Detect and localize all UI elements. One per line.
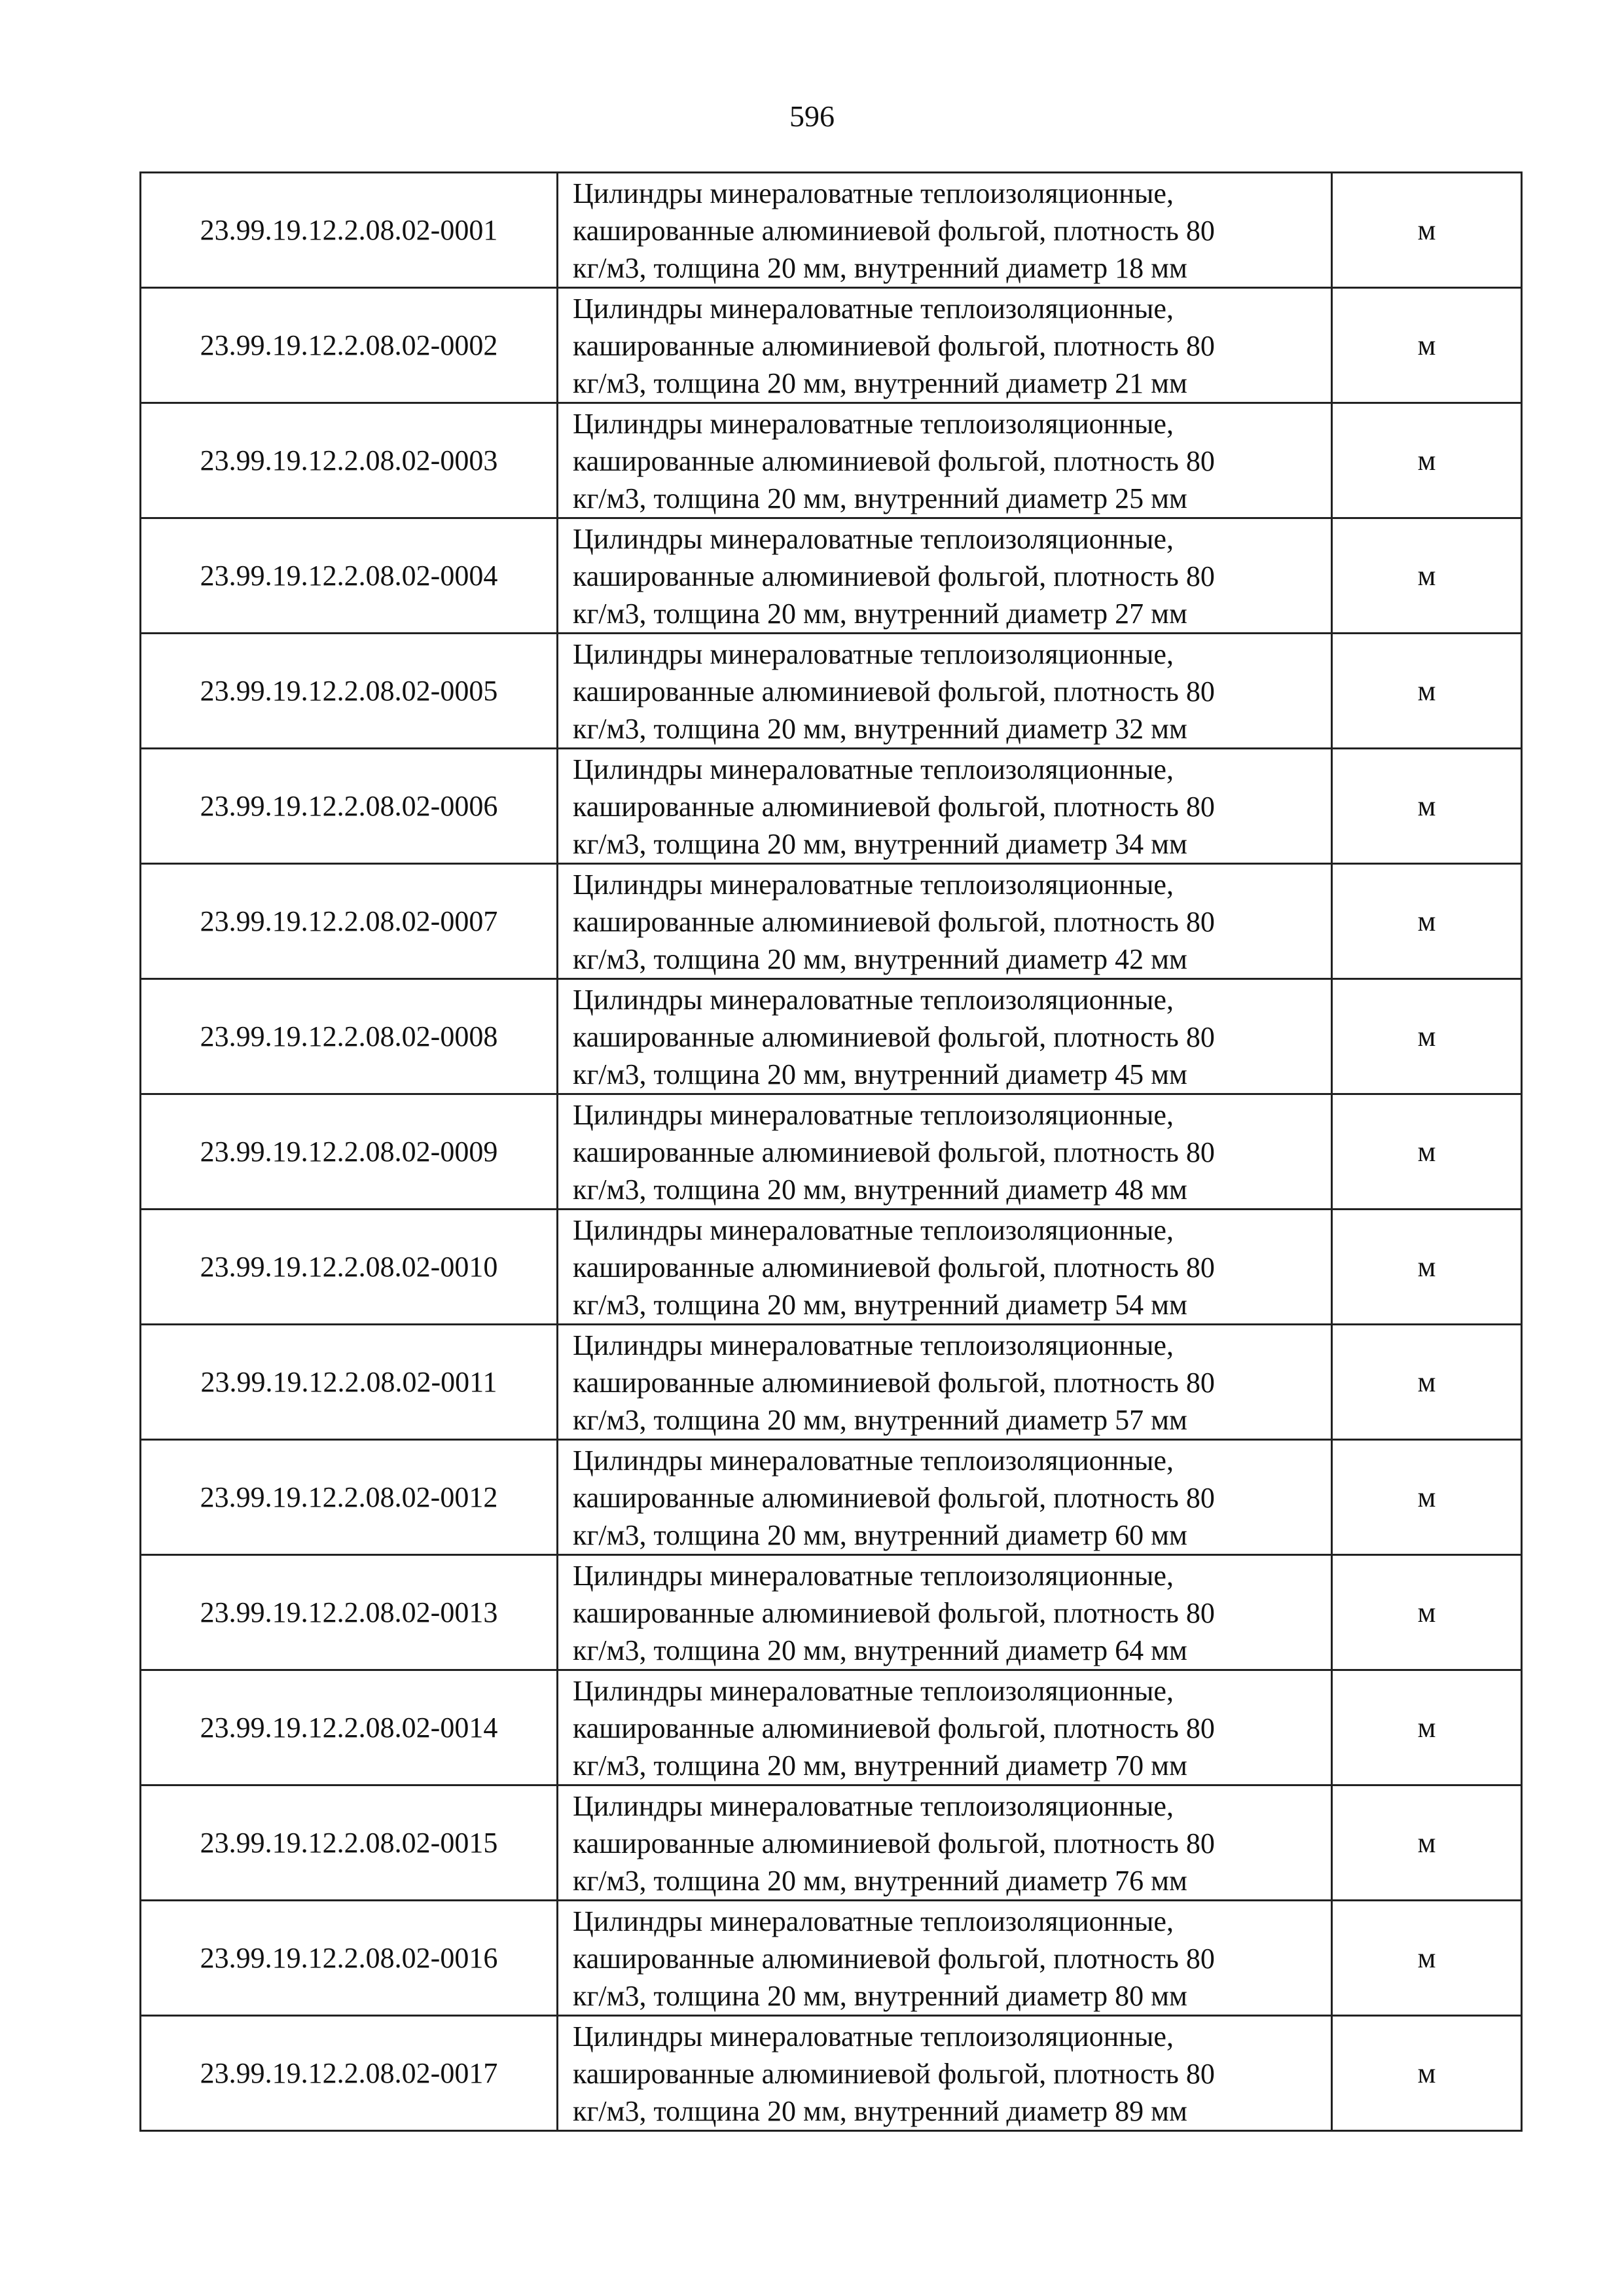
table-row bbox=[141, 173, 1522, 288]
description-line: Цилиндры минераловатные теплоизоляционные, bbox=[573, 753, 1174, 785]
item-description-cell bbox=[558, 1210, 1332, 1325]
description-line: кашированные алюминиевой фольгой, плотность 80 bbox=[573, 1827, 1215, 1859]
description-line: Цилиндры минераловатные теплоизоляционные, bbox=[573, 408, 1174, 440]
item-code-cell: 23.99.19.12.2.08.02-0017 bbox=[141, 2016, 558, 2131]
item-unit-cell: м bbox=[1332, 1555, 1522, 1670]
item-description-cell bbox=[558, 1555, 1332, 1670]
item-description-cell bbox=[558, 288, 1332, 403]
description-line: кашированные алюминиевой фольгой, плотность 80 bbox=[573, 791, 1215, 823]
table-row bbox=[141, 1325, 1522, 1440]
item-unit-cell: м bbox=[1332, 1901, 1522, 2016]
description-line: кг/м3, толщина 20 мм, внутренний диаметр 18 мм bbox=[573, 252, 1187, 284]
description-line: кг/м3, толщина 20 мм, внутренний диаметр 76 мм bbox=[573, 1865, 1187, 1897]
description-line: кг/м3, толщина 20 мм, внутренний диаметр 64 мм bbox=[573, 1634, 1187, 1666]
item-code-cell: 23.99.19.12.2.08.02-0012 bbox=[141, 1440, 558, 1555]
item-unit-cell: м bbox=[1332, 634, 1522, 749]
item-description-cell bbox=[558, 518, 1332, 634]
table-row bbox=[141, 634, 1522, 749]
item-unit-cell: м bbox=[1332, 173, 1522, 288]
description-line: кг/м3, толщина 20 мм, внутренний диаметр 21 мм bbox=[573, 367, 1187, 399]
item-unit-cell: м bbox=[1332, 1094, 1522, 1210]
item-unit-cell: м bbox=[1332, 1325, 1522, 1440]
description-line: Цилиндры минераловатные теплоизоляционные, bbox=[573, 1329, 1174, 1361]
item-code-cell: 23.99.19.12.2.08.02-0003 bbox=[141, 403, 558, 518]
table-row bbox=[141, 1210, 1522, 1325]
description-line: кашированные алюминиевой фольгой, плотность 80 bbox=[573, 906, 1215, 938]
item-unit-cell: м bbox=[1332, 288, 1522, 403]
table-row bbox=[141, 2016, 1522, 2131]
description-line: кг/м3, толщина 20 мм, внутренний диаметр 57 мм bbox=[573, 1404, 1187, 1436]
description-line: Цилиндры минераловатные теплоизоляционные, bbox=[573, 638, 1174, 670]
table-row bbox=[141, 288, 1522, 403]
description-line: кашированные алюминиевой фольгой, плотность 80 bbox=[573, 1136, 1215, 1168]
item-description-cell bbox=[558, 749, 1332, 864]
item-unit-cell: м bbox=[1332, 2016, 1522, 2131]
table-row bbox=[141, 1785, 1522, 1901]
description-line: кашированные алюминиевой фольгой, плотность 80 bbox=[573, 1943, 1215, 1975]
table-row bbox=[141, 403, 1522, 518]
item-code-cell: 23.99.19.12.2.08.02-0005 bbox=[141, 634, 558, 749]
description-line: кг/м3, толщина 20 мм, внутренний диаметр 80 мм bbox=[573, 1980, 1187, 2012]
description-line: кг/м3, толщина 20 мм, внутренний диаметр 34 мм bbox=[573, 828, 1187, 860]
item-code-cell: 23.99.19.12.2.08.02-0008 bbox=[141, 979, 558, 1094]
catalog-table bbox=[139, 171, 1523, 2132]
table-row bbox=[141, 864, 1522, 979]
item-description-cell bbox=[558, 1094, 1332, 1210]
item-code-cell: 23.99.19.12.2.08.02-0015 bbox=[141, 1785, 558, 1901]
description-line: Цилиндры минераловатные теплоизоляционные, bbox=[573, 1905, 1174, 1937]
description-line: Цилиндры минераловатные теплоизоляционные, bbox=[573, 293, 1174, 325]
item-description-cell bbox=[558, 634, 1332, 749]
description-line: Цилиндры минераловатные теплоизоляционные, bbox=[573, 1099, 1174, 1131]
table-row bbox=[141, 1555, 1522, 1670]
description-line: Цилиндры минераловатные теплоизоляционные, bbox=[573, 2020, 1174, 2053]
description-line: кашированные алюминиевой фольгой, плотность 80 bbox=[573, 1367, 1215, 1399]
description-line: кг/м3, толщина 20 мм, внутренний диаметр 70 мм bbox=[573, 1749, 1187, 1782]
description-line: Цилиндры минераловатные теплоизоляционные, bbox=[573, 1675, 1174, 1707]
description-line: Цилиндры минераловатные теплоизоляционные, bbox=[573, 1214, 1174, 1246]
table-row bbox=[141, 1440, 1522, 1555]
description-line: кг/м3, толщина 20 мм, внутренний диаметр 25 мм bbox=[573, 482, 1187, 514]
item-code-cell: 23.99.19.12.2.08.02-0007 bbox=[141, 864, 558, 979]
table-row bbox=[141, 749, 1522, 864]
item-code-cell: 23.99.19.12.2.08.02-0001 bbox=[141, 173, 558, 288]
table-row bbox=[141, 518, 1522, 634]
item-description-cell bbox=[558, 2016, 1332, 2131]
description-line: кашированные алюминиевой фольгой, плотность 80 bbox=[573, 1021, 1215, 1053]
table-row bbox=[141, 1670, 1522, 1785]
item-code-cell: 23.99.19.12.2.08.02-0006 bbox=[141, 749, 558, 864]
table-row bbox=[141, 1901, 1522, 2016]
item-code-cell: 23.99.19.12.2.08.02-0014 bbox=[141, 1670, 558, 1785]
description-line: кг/м3, толщина 20 мм, внутренний диаметр 60 мм bbox=[573, 1519, 1187, 1551]
description-line: Цилиндры минераловатные теплоизоляционные, bbox=[573, 177, 1174, 209]
item-description-cell bbox=[558, 979, 1332, 1094]
description-line: Цилиндры минераловатные теплоизоляционные, bbox=[573, 1444, 1174, 1477]
item-code-cell: 23.99.19.12.2.08.02-0016 bbox=[141, 1901, 558, 2016]
description-line: кашированные алюминиевой фольгой, плотность 80 bbox=[573, 2058, 1215, 2090]
page-number: 596 bbox=[789, 99, 835, 133]
description-line: кг/м3, толщина 20 мм, внутренний диаметр 54 мм bbox=[573, 1289, 1187, 1321]
item-description-cell bbox=[558, 1440, 1332, 1555]
description-line: кашированные алюминиевой фольгой, плотность 80 bbox=[573, 675, 1215, 708]
description-line: кашированные алюминиевой фольгой, плотность 80 bbox=[573, 560, 1215, 592]
description-line: кашированные алюминиевой фольгой, плотность 80 bbox=[573, 330, 1215, 362]
item-unit-cell: м bbox=[1332, 1210, 1522, 1325]
item-code-cell: 23.99.19.12.2.08.02-0004 bbox=[141, 518, 558, 634]
item-code-cell: 23.99.19.12.2.08.02-0002 bbox=[141, 288, 558, 403]
description-line: кг/м3, толщина 20 мм, внутренний диаметр 45 мм bbox=[573, 1058, 1187, 1090]
item-code-cell: 23.99.19.12.2.08.02-0009 bbox=[141, 1094, 558, 1210]
item-unit-cell: м bbox=[1332, 1785, 1522, 1901]
item-description-cell bbox=[558, 1325, 1332, 1440]
item-description-cell bbox=[558, 1901, 1332, 2016]
description-line: Цилиндры минераловатные теплоизоляционные, bbox=[573, 1560, 1174, 1592]
description-line: кашированные алюминиевой фольгой, плотность 80 bbox=[573, 1251, 1215, 1283]
description-line: кг/м3, толщина 20 мм, внутренний диаметр 32 мм bbox=[573, 713, 1187, 745]
item-unit-cell: м bbox=[1332, 518, 1522, 634]
description-line: кашированные алюминиевой фольгой, плотность 80 bbox=[573, 1712, 1215, 1744]
description-line: кашированные алюминиевой фольгой, плотность 80 bbox=[573, 1597, 1215, 1629]
description-line: Цилиндры минераловатные теплоизоляционные, bbox=[573, 984, 1174, 1016]
item-unit-cell: м bbox=[1332, 979, 1522, 1094]
description-line: Цилиндры минераловатные теплоизоляционные, bbox=[573, 869, 1174, 901]
description-line: кашированные алюминиевой фольгой, плотность 80 bbox=[573, 215, 1215, 247]
item-description-cell bbox=[558, 403, 1332, 518]
item-code-cell: 23.99.19.12.2.08.02-0011 bbox=[141, 1325, 558, 1440]
item-description-cell bbox=[558, 1785, 1332, 1901]
description-line: кг/м3, толщина 20 мм, внутренний диаметр 42 мм bbox=[573, 943, 1187, 975]
item-unit-cell: м bbox=[1332, 1440, 1522, 1555]
description-line: кг/м3, толщина 20 мм, внутренний диаметр 89 мм bbox=[573, 2095, 1187, 2127]
table-row bbox=[141, 1094, 1522, 1210]
description-line: кг/м3, толщина 20 мм, внутренний диаметр 27 мм bbox=[573, 598, 1187, 630]
item-unit-cell: м bbox=[1332, 749, 1522, 864]
item-code-cell: 23.99.19.12.2.08.02-0013 bbox=[141, 1555, 558, 1670]
item-unit-cell: м bbox=[1332, 403, 1522, 518]
item-unit-cell: м bbox=[1332, 864, 1522, 979]
catalog-table-body bbox=[141, 173, 1522, 2131]
item-description-cell bbox=[558, 173, 1332, 288]
description-line: кашированные алюминиевой фольгой, плотность 80 bbox=[573, 445, 1215, 477]
item-unit-cell: м bbox=[1332, 1670, 1522, 1785]
description-line: кг/м3, толщина 20 мм, внутренний диаметр 48 мм bbox=[573, 1174, 1187, 1206]
item-description-cell bbox=[558, 864, 1332, 979]
description-line: Цилиндры минераловатные теплоизоляционные, bbox=[573, 1790, 1174, 1822]
item-description-cell bbox=[558, 1670, 1332, 1785]
description-line: кашированные алюминиевой фольгой, плотность 80 bbox=[573, 1482, 1215, 1514]
description-line: Цилиндры минераловатные теплоизоляционные, bbox=[573, 523, 1174, 555]
item-code-cell: 23.99.19.12.2.08.02-0010 bbox=[141, 1210, 558, 1325]
table-row bbox=[141, 979, 1522, 1094]
